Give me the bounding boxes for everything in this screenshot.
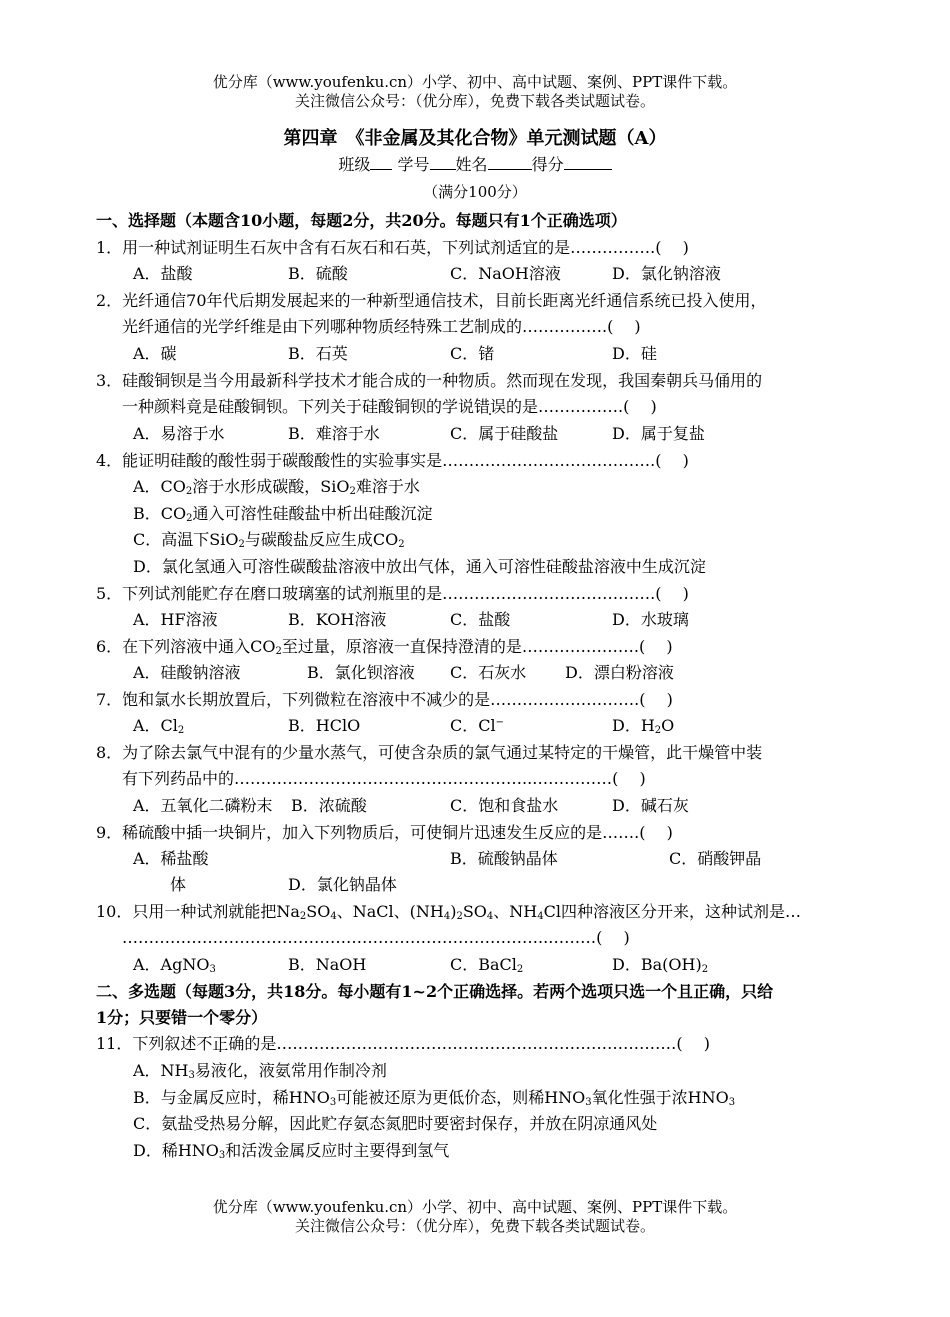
question-2-stem-2: 光纤通信的光学纤维是由下列哪种物质经特殊工艺制成的…………….( ) bbox=[122, 317, 641, 336]
class-blank bbox=[370, 153, 392, 170]
q8-option-d: D．碱石灰 bbox=[612, 796, 689, 815]
q5-option-b: B．KOH溶液 bbox=[288, 610, 387, 629]
question-7-stem: 7．饱和氯水长期放置后，下列微粒在溶液中不减少的是……………………….( ) bbox=[96, 690, 673, 709]
q3-option-b: B．难溶于水 bbox=[288, 424, 380, 443]
q9-option-d: D．氯化钠晶体 bbox=[288, 875, 397, 894]
q2-option-c: C．锗 bbox=[450, 344, 495, 363]
q4-option-d: D．氯化氢通入可溶性碳酸盐溶液中放出气体，通入可溶性硅酸盐溶液中生成沉淀 bbox=[133, 557, 706, 576]
q9-option-c-cont: 体 bbox=[170, 875, 187, 894]
name-blank bbox=[488, 153, 532, 170]
question-9-stem: 9．稀硫酸中插一块铜片，加入下列物质后，可使铜片迅速发生反应的是…….( ) bbox=[96, 823, 673, 842]
header-line-1: 优分库（www.youfenku.cn）小学、初中、高中试题、案例、PPT课件下载。 bbox=[212, 73, 738, 91]
question-1-stem: 1．用一种试剂证明生石灰中含有石灰石和石英，下列试剂适宜的是…………….( ) bbox=[96, 238, 689, 257]
q6-option-b: B．氯化钡溶液 bbox=[307, 663, 415, 682]
question-11-stem: 11．下列叙述不正确的是…………………………………………………………………( ) bbox=[96, 1034, 710, 1053]
q10-option-b: B．NaOH bbox=[288, 955, 367, 974]
question-3-stem-2: 一种颜料竟是硅酸铜钡。下列关于硅酸铜钡的学说错误的是…………….( ) bbox=[122, 397, 657, 416]
student-id-blank bbox=[430, 153, 456, 170]
question-2-stem-1: 2．光纤通信70年代后期发展起来的一种新型通信技术，目前长距离光纤通信系统已投入使用， bbox=[96, 291, 767, 310]
q11-option-b: B．与金属反应时，稀$HNO_3$可能被还原为更低价态，则稀$HNO_3$氧化性强于浓$HNO_3$ bbox=[133, 1088, 736, 1108]
q8-option-c: C．饱和食盐水 bbox=[450, 796, 559, 815]
q6-option-a: A．硅酸钠溶液 bbox=[133, 663, 241, 682]
q2-option-a: A．碳 bbox=[133, 344, 177, 363]
q8-option-b: B．浓硫酸 bbox=[291, 796, 367, 815]
q9-option-a: A．稀盐酸 bbox=[133, 849, 209, 868]
q3-option-c: C．属于硅酸盐 bbox=[450, 424, 559, 443]
q5-option-c: C．盐酸 bbox=[450, 610, 511, 629]
section-2-heading-1: 二、多选题（每题3分，共18分。每小题有1~2个正确选择。若两个选项只选一个且正确，只给 bbox=[96, 982, 774, 1001]
q4-option-a: A．$CO_2$溶于水形成碳酸，SiO$_2$难溶于水 bbox=[133, 477, 420, 497]
q9-option-b: B．硫酸钠晶体 bbox=[450, 849, 558, 868]
q6-option-c: C．石灰水 bbox=[450, 663, 527, 682]
q5-option-d: D．水玻璃 bbox=[612, 610, 689, 629]
question-3-stem-1: 3．硅酸铜钡是当今用最新科学技术才能合成的一种物质。然而现在发现，我国秦朝兵马俑用的 bbox=[96, 371, 763, 390]
question-5-stem: 5．下列试剂能贮存在磨口玻璃塞的试剂瓶里的是………………………………….( ) bbox=[96, 584, 689, 603]
footer-line-1: 优分库（www.youfenku.cn）小学、初中、高中试题、案例、PPT课件下载。 bbox=[212, 1198, 738, 1216]
question-6-stem: 6．在下列溶液中通入$CO_2$至过量，原溶液一直保持澄清的是………………….( ) bbox=[96, 637, 673, 657]
q11-option-d: D．稀$HNO_3$和活泼金属反应时主要得到氢气 bbox=[133, 1141, 450, 1161]
q1-option-a: A．盐酸 bbox=[133, 264, 193, 283]
section-2-heading-2: 1分；只要错一个零分） bbox=[96, 1008, 268, 1027]
question-8-stem-2: 有下列药品中的………………………………………………..……………( ) bbox=[122, 769, 646, 788]
q4-option-c: C．高温下SiO$_2$与碳酸盐反应生成$CO_2$ bbox=[133, 530, 405, 550]
question-10-stem-2: ……………………………………………………………………..………( ) bbox=[122, 928, 630, 947]
q1-option-c: C．NaOH溶液 bbox=[450, 264, 561, 283]
q10-option-a: A．AgNO$_3$ bbox=[133, 955, 216, 975]
q6-option-d: D．漂白粉溶液 bbox=[565, 663, 674, 682]
q3-option-d: D．属于复盐 bbox=[612, 424, 705, 443]
q10-option-d: D．$Ba(OH)_2$ bbox=[612, 955, 709, 975]
q10-option-c: C．BaCl$_2$ bbox=[450, 955, 524, 975]
score-label: 得分 bbox=[531, 155, 564, 174]
page-title: 第四章 《非金属及其化合物》单元测试题（A） bbox=[283, 128, 667, 149]
q2-option-d: D．硅 bbox=[612, 344, 657, 363]
student-info-line bbox=[0, 152, 950, 175]
q11-option-a: A．$NH_3$易液化，液氨常用作制冷剂 bbox=[133, 1061, 387, 1081]
student-id-label: 学号 bbox=[397, 155, 430, 174]
emphasis-dotted: 错误 bbox=[474, 397, 507, 416]
q7-option-d: D．$H_2O$ bbox=[612, 716, 675, 736]
name-label: 姓名 bbox=[455, 155, 488, 174]
q4-option-b: B．$CO_2$通入可溶性硅酸盐中析出硅酸沉淀 bbox=[133, 504, 433, 524]
q1-option-b: B．硫酸 bbox=[288, 264, 348, 283]
q5-option-a: A．HF溶液 bbox=[133, 610, 218, 629]
q2-option-b: B．石英 bbox=[288, 344, 348, 363]
q1-option-d: D．氯化钠溶液 bbox=[612, 264, 721, 283]
section-1-heading: 一、选择题（本题含10小题，每题2分，共20分。每题只有1个正确选项） bbox=[96, 211, 627, 230]
q8-option-a: A．五氧化二磷粉末 bbox=[133, 796, 273, 815]
question-8-stem-1: 8．为了除去氯气中混有的少量水蒸气，可使含杂质的氯气通过某特定的干燥管，此干燥管中装 bbox=[96, 743, 763, 762]
class-label: 班级 bbox=[338, 155, 371, 174]
q11-option-c: C．氨盐受热易分解，因此贮存氨态氮肥时要密封保存，并放在阴凉通风处 bbox=[133, 1114, 658, 1133]
q7-option-b: B．HClO bbox=[288, 716, 361, 735]
score-blank bbox=[564, 153, 612, 170]
full-marks: （满分100分） bbox=[423, 183, 527, 201]
header-line-2: 关注微信公众号：（优分库），免费下载各类试题试卷。 bbox=[294, 92, 655, 110]
footer-line-2: 关注微信公众号：（优分库），免费下载各类试题试卷。 bbox=[294, 1217, 655, 1235]
emphasis-dotted: 不正确 bbox=[196, 1034, 245, 1053]
question-10-stem-1: 10．只用一种试剂就能把$Na_2SO_4$、NaCl、$(NH_4)_2SO_4$、$NH_4Cl$四种溶液区分开来，这种试剂是… bbox=[96, 902, 802, 922]
q7-option-a: A．$Cl_2$ bbox=[133, 716, 185, 736]
q3-option-a: A．易溶于水 bbox=[133, 424, 225, 443]
q9-option-c: C．硝酸钾晶 bbox=[669, 849, 762, 868]
q7-option-c: C．Cl− bbox=[450, 716, 504, 735]
question-4-stem: 4．能证明硅酸的酸性弱于碳酸酸性的实验事实是………………………………….( ) bbox=[96, 451, 689, 470]
